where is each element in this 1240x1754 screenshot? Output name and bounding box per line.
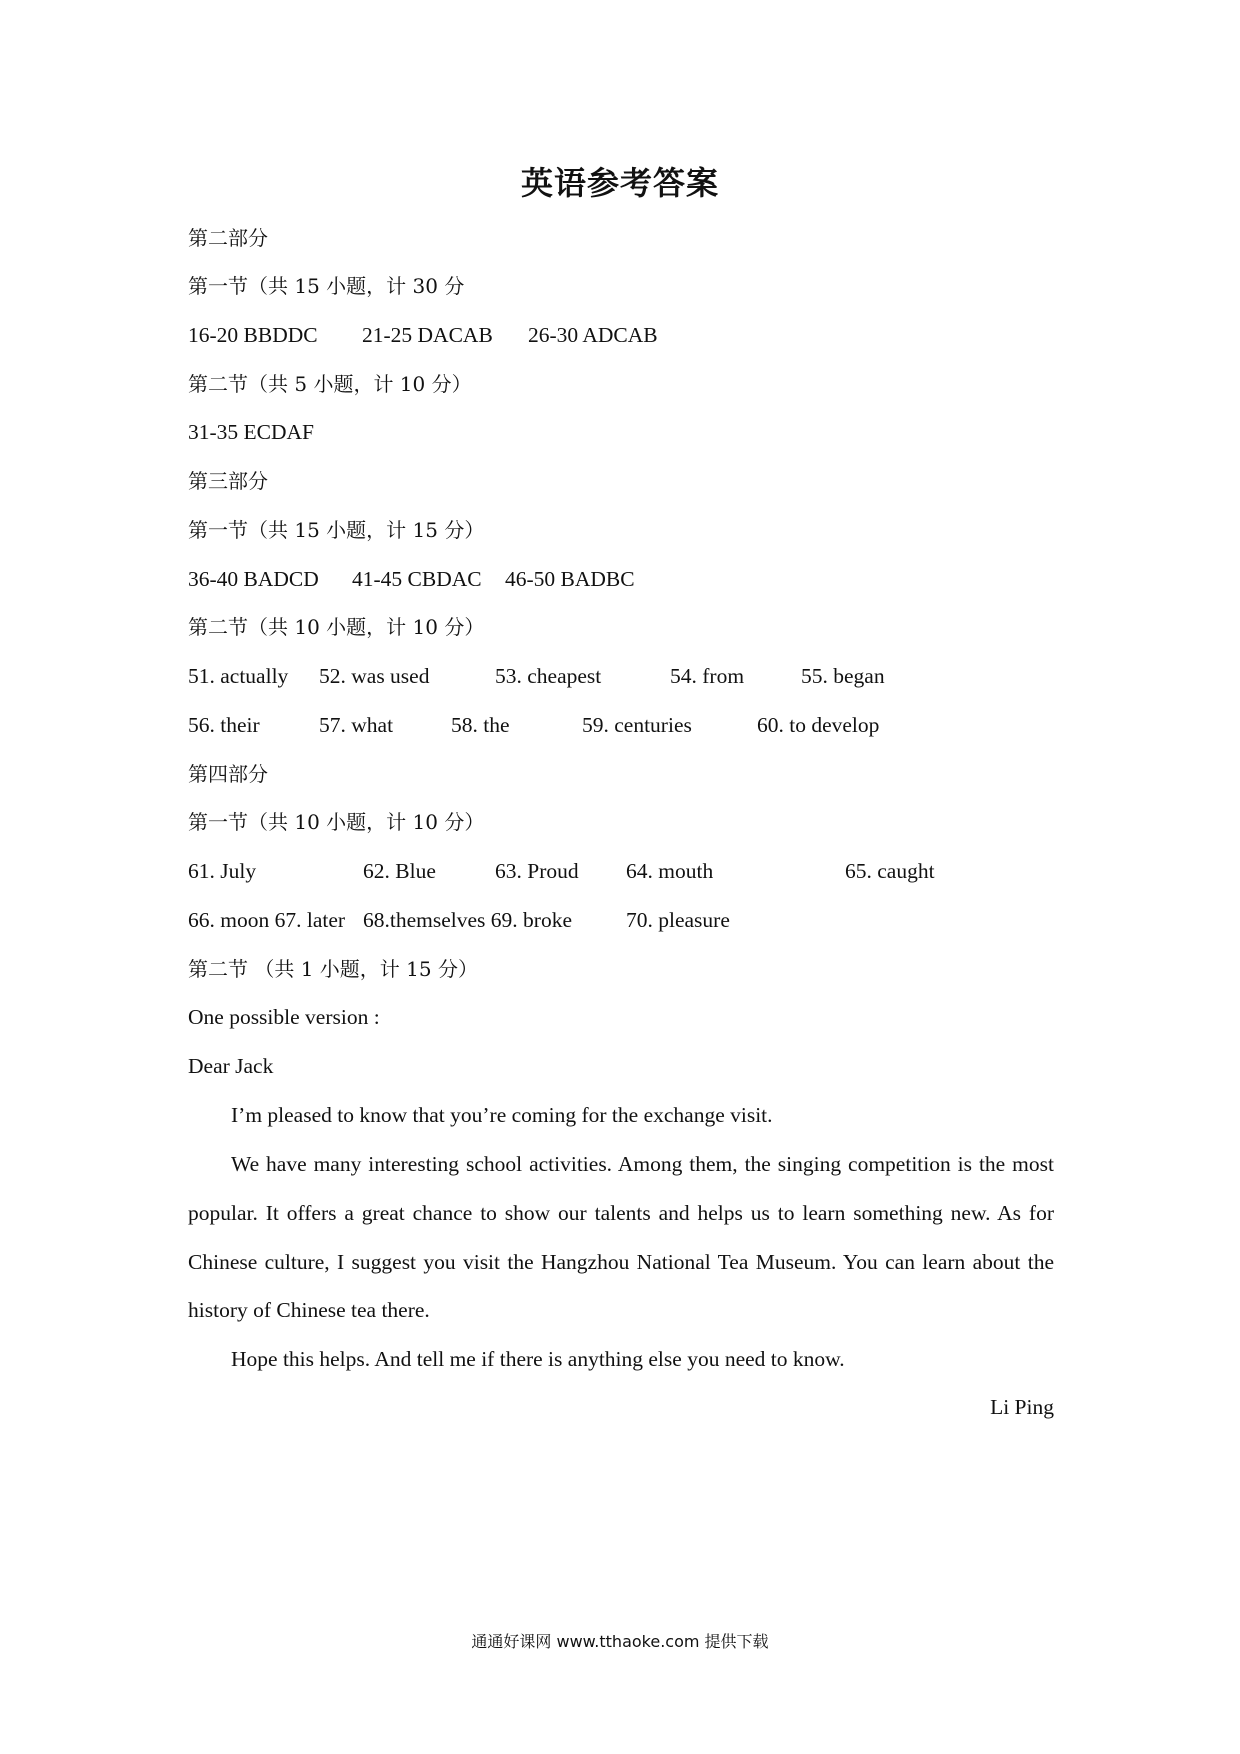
part3-section1-answers xyxy=(188,562,1054,596)
part2-heading: 第二部分 xyxy=(188,226,268,250)
part4-section1-row2 xyxy=(188,903,1054,937)
part2-section2-answers xyxy=(188,415,314,449)
part2-section1-answers xyxy=(188,318,1054,352)
answer-item: 61. July xyxy=(188,859,257,883)
answer-item: 54. from xyxy=(670,664,745,688)
part4-heading: 第四部分 xyxy=(188,762,268,786)
part3-section1-heading: 第一节（共 15 小题，计 15 分） xyxy=(188,518,485,542)
answer-group: 16-20 BBDDC xyxy=(188,323,318,347)
answer-item: 66. moon 67. later xyxy=(188,908,346,932)
page-title: 英语参考答案 xyxy=(520,164,719,202)
part2-section1-heading: 第一节（共 15 小题，计 30 分 xyxy=(188,274,465,298)
answer-item: 53. cheapest xyxy=(495,664,602,688)
answer-item: 68.themselves 69. broke xyxy=(363,908,572,932)
letter-paragraph: We have many interesting school activities. Among them, the singing competition is the most popular. It offers a great chance to show our talents and helps us to learn something new. As for Chinese culture, I suggest you visit the Hangzhou National Tea Museum. You can learn about the history of Chinese tea there. xyxy=(188,1152,1054,1323)
part3-section2-row2 xyxy=(188,708,1054,742)
answer-group: 31-35 ECDAF xyxy=(188,420,315,444)
answer-item: 62. Blue xyxy=(363,859,436,883)
part4-section2-heading: 第二节 （共 1 小题，计 15 分） xyxy=(188,957,478,981)
page-footer: 通通好课网 www.tthaoke.com 提供下载 xyxy=(471,1632,769,1651)
part3-heading: 第三部分 xyxy=(188,469,268,493)
letter-greeting: Dear Jack xyxy=(188,1054,274,1078)
letter-paragraph: Hope this helps. And tell me if there is anything else you need to know. xyxy=(231,1347,845,1371)
answer-item: 70. pleasure xyxy=(626,908,730,932)
answer-group: 41-45 CBDAC xyxy=(352,567,482,591)
answer-item: 57. what xyxy=(319,713,394,737)
letter-paragraph: I’m pleased to know that you’re coming for the exchange visit. xyxy=(231,1103,773,1127)
answer-item: 63. Proud xyxy=(495,859,579,883)
version-label: One possible version : xyxy=(188,1005,380,1029)
answer-item: 60. to develop xyxy=(757,713,880,737)
part4-section1-heading: 第一节（共 10 小题，计 10 分） xyxy=(188,810,485,834)
answer-item: 55. began xyxy=(801,664,885,688)
part4-section1-row1 xyxy=(188,854,1054,888)
answer-item: 59. centuries xyxy=(582,713,692,737)
part3-section2-row1 xyxy=(188,659,1054,693)
answer-item: 52. was used xyxy=(319,664,430,688)
answer-group: 36-40 BADCD xyxy=(188,567,319,591)
answer-group: 46-50 BADBC xyxy=(505,567,635,591)
answer-item: 65. caught xyxy=(845,859,935,883)
answer-item: 56. their xyxy=(188,713,260,737)
answer-item: 58. the xyxy=(451,713,510,737)
part2-section2-heading: 第二节（共 5 小题，计 10 分） xyxy=(188,372,472,396)
answer-item: 51. actually xyxy=(188,664,289,688)
answer-item: 64. mouth xyxy=(626,859,714,883)
letter-signature: Li Ping xyxy=(990,1395,1054,1419)
answer-group: 21-25 DACAB xyxy=(362,323,493,347)
answer-group: 26-30 ADCAB xyxy=(528,323,658,347)
part3-section2-heading: 第二节（共 10 小题，计 10 分） xyxy=(188,615,485,639)
